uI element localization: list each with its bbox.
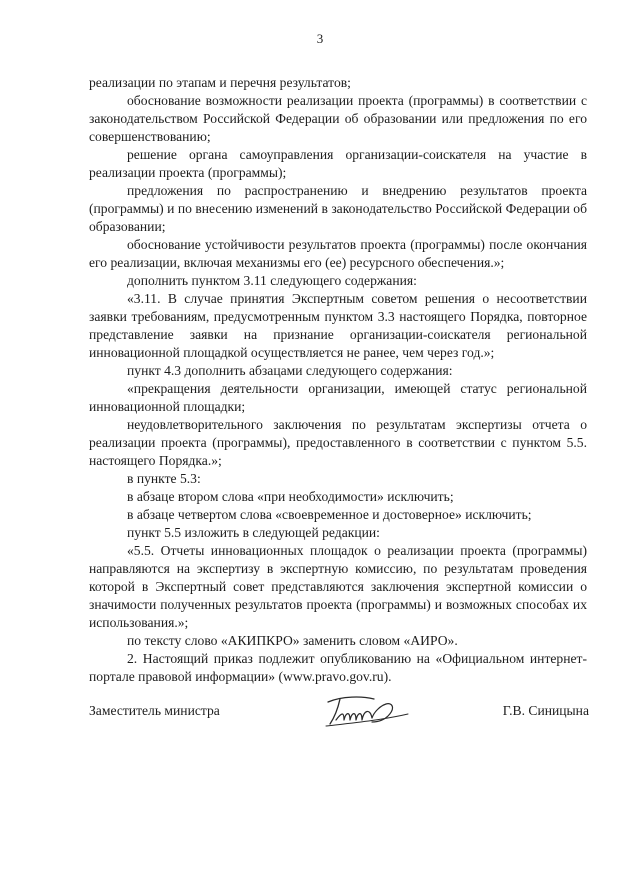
signature-block [89,698,589,728]
signer-name: Г.В. Синицына [502,703,589,718]
paragraph: по тексту слово «АКИПКРО» заменить словом «АИРО». [127,633,458,648]
paragraph: решение органа самоуправления организации-соискателя на участие в реализации проекта (программы); [89,147,587,180]
paragraph: «прекращения деятельности организации, имеющей статус региональной инновационной площадки; [89,381,587,414]
paragraph: «5.5. Отчеты инновационных площадок о реализации проекта (программы) направляются на экспертизу в экспертную комиссию, по результатам проведения которой в Экспертный совет представляются заключения экспертной комиссии о значимости полученных результатов проекта (программы) и возможных способах их использования.»; [89,543,587,630]
paragraph: пункт 4.3 дополнить абзацами следующего содержания: [127,363,453,378]
paragraph: реализации по этапам и перечня результатов; [89,75,351,90]
paragraph: пункт 5.5 изложить в следующей редакции: [127,525,380,540]
page-number: 3 [316,31,324,46]
paragraph: неудовлетворительного заключения по результатам экспертизы отчета о реализации проекта (программы), предоставленного в соответствии с пунктом 5.5. настоящего Порядка.»; [89,417,587,468]
paragraph: в абзаце четвертом слова «своевременное и достоверное» исключить; [127,507,532,522]
signer-position: Заместитель министра [89,703,220,718]
paragraph: «3.11. В случае принятия Экспертным советом решения о несоответствии заявки требованиям, предусмотренным пунктом 3.3 настоящего Порядка, повторное представление заявки на признание организации-соискателя региональной инновационной площадкой осуществляется не ранее, чем через год.»; [89,291,587,360]
paragraph: 2. Настоящий приказ подлежит опубликованию на «Официальном интернет-портале правовой информации» (www.pravo.gov.ru). [89,651,587,684]
paragraph: дополнить пунктом 3.11 следующего содержания: [127,273,417,288]
document-body [89,74,587,686]
handwritten-signature [322,690,414,730]
paragraph: обоснование возможности реализации проекта (программы) в соответствии с законодательством Российской Федерации об образовании или предложения по его совершенствованию; [89,93,587,144]
paragraph: обоснование устойчивости результатов проекта (программы) после окончания его реализации, включая механизмы его (ее) ресурсного обеспечения.»; [89,237,587,270]
paragraph: в абзаце втором слова «при необходимости» исключить; [127,489,454,504]
paragraph: предложения по распространению и внедрению результатов проекта (программы) и по внесению изменений в законодательство Российской Федерации об образовании; [89,183,587,234]
paragraph: в пункте 5.3: [127,471,201,486]
